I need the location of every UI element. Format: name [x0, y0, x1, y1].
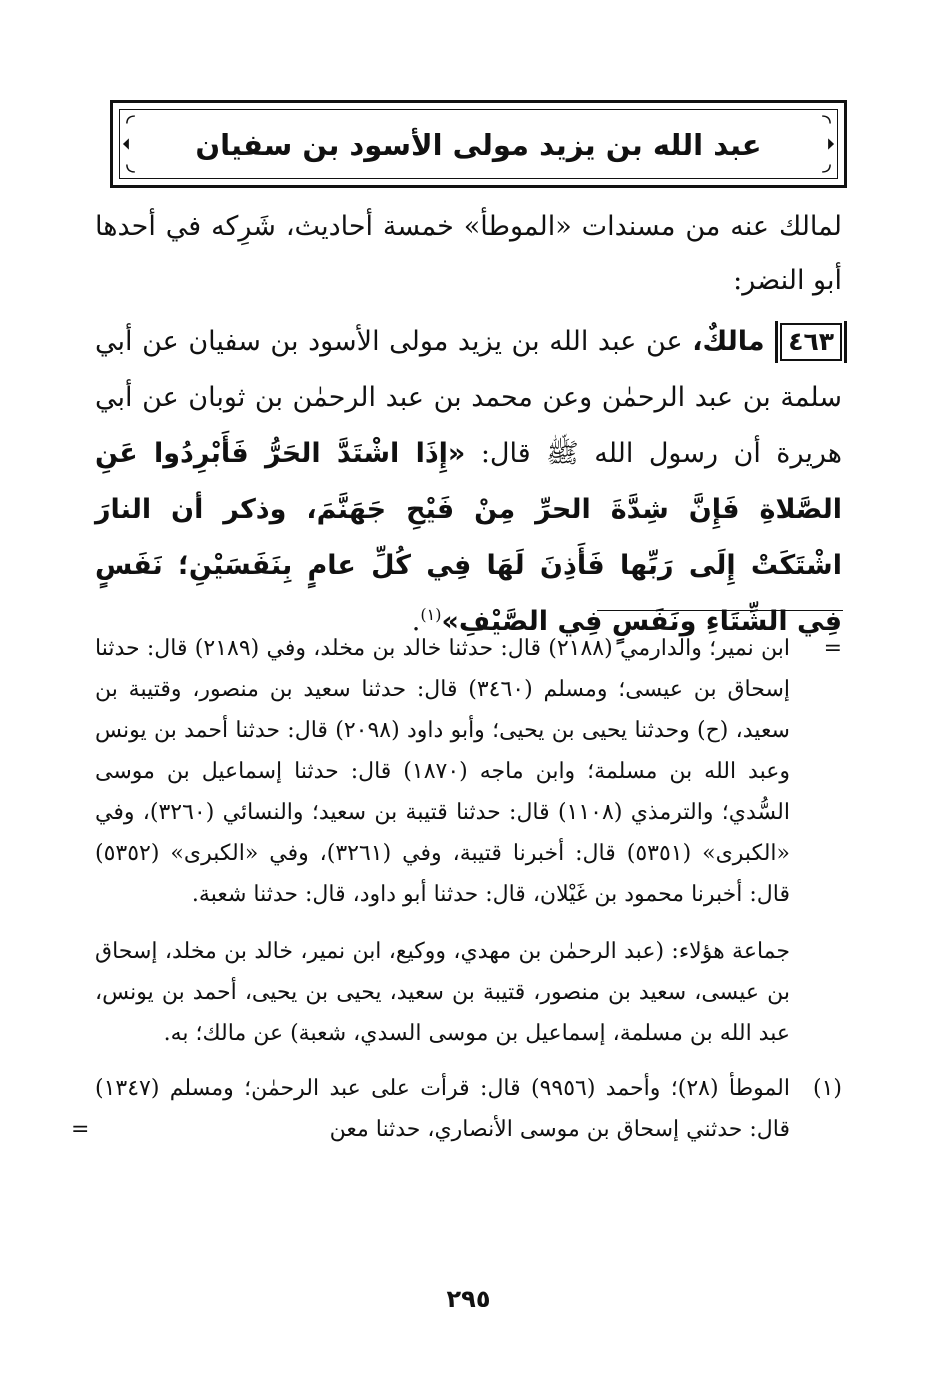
footnote-continued: [95, 628, 842, 915]
hadith-isnad: عن عبد الله بن يزيد مولى الأسود بن سفيان عن أبي سلمة بن عبد الرحمٰن وعن محمد بن عبد الرحمٰن بن ثوبان عن أبي هريرة أن رسول الله ﷺ قال:: [95, 326, 842, 469]
page-number: ٢٩٥: [446, 1285, 491, 1313]
footnotes-section: [71, 628, 842, 1150]
footnote-1-marker: (١): [812, 1076, 842, 1101]
hadith-end-mark: .: [411, 606, 421, 637]
footnote-group-summary: [95, 931, 842, 1054]
continuation-marker: =: [823, 636, 842, 661]
footnote-1: [71, 1068, 842, 1150]
hadith-number-badge: ٤٦٣: [780, 323, 842, 361]
footnote-separator: [597, 610, 843, 611]
intro-paragraph: لمالك عنه من مسندات «الموطأ» خمسة أحاديث، شَرِكه في أحدها أبو النضر:: [95, 211, 842, 296]
footnote-group-text: جماعة هؤلاء: (عبد الرحمٰن بن مهدي، ووكيع، ابن نمير، خالد بن مخلد، إسحاق بن عيسى، سعيد بن منصور، قتيبة بن سعيد، يحيى بن يحيى، أحمد بن يونس، عبد الله بن مسلمة، إسماعيل بن موسى السدي، شعبة) عن مالك؛ به.: [95, 939, 790, 1046]
footnote-continued-text: ابن نمير؛ والدارمي (٢١٨٨) قال: حدثنا خالد بن مخلد، وفي (٢١٨٩) قال: حدثنا إسحاق بن عيسى؛ ومسلم (٣٤٦٠) قال: حدثنا سعيد بن منصور، وقتيبة بن سعيد، (ح) وحدثنا يحيى بن يحيى؛ وأبو داود (٢٠٩٨) قال: حدثنا أحمد بن يونس وعبد الله بن مسلمة؛ وابن ماجه (١٨٧٠) قال: حدثنا إسماعيل بن موسى السُّدي؛ والترمذي (١١٠٨) قال: حدثنا قتيبة بن سعيد؛ والنسائي (٣٢٦٠)، وفي «الكبرى» (٥٣٥١) قال: أخبرنا قتيبة، وفي (٣٢٦١)، وفي «الكبرى» (٥٣٥٢) قال: أخبرنا محمود بن غَيْلان، قال: حدثنا أبو داود، قال: حدثنا شعبة.: [95, 636, 790, 907]
hadith-paragraph: [95, 314, 842, 650]
footnote-1-continuation-marker: =: [71, 1117, 90, 1142]
hadith-matn: «إِذَا اشْتَدَّ الحَرُّ فَأَبْرِدُوا عَنِ الصَّلاةِ فَإِنَّ شِدَّةَ الحرِّ مِنْ فَيْحِ جَهَنَّمَ، وذكر أن النارَ اشْتَكَتْ إِلَى رَبِّها فَأَذِنَ لَهَا فِي كُلِّ عامٍ بِنَفَسَيْنِ؛ نَفَسٍ فِي الشِّتَاءِ ونَفَسٍ فِي الصَّيْفِ»: [95, 438, 842, 637]
chapter-title: عبد الله بن يزيد مولى الأسود بن سفيان: [195, 128, 762, 162]
footnote-reference[interactable]: (١): [420, 605, 442, 624]
hadith-narrator: مالكٌ،: [692, 326, 765, 357]
footnote-1-text: الموطأ (٢٨)؛ وأحمد (٩٩٥٦) قال: قرأت على عبد الرحمٰن؛ ومسلم (١٣٤٧) قال: حدثني إسحاق بن موسى الأنصاري، حدثنا معن: [95, 1076, 790, 1142]
chapter-title-frame: [110, 100, 847, 188]
